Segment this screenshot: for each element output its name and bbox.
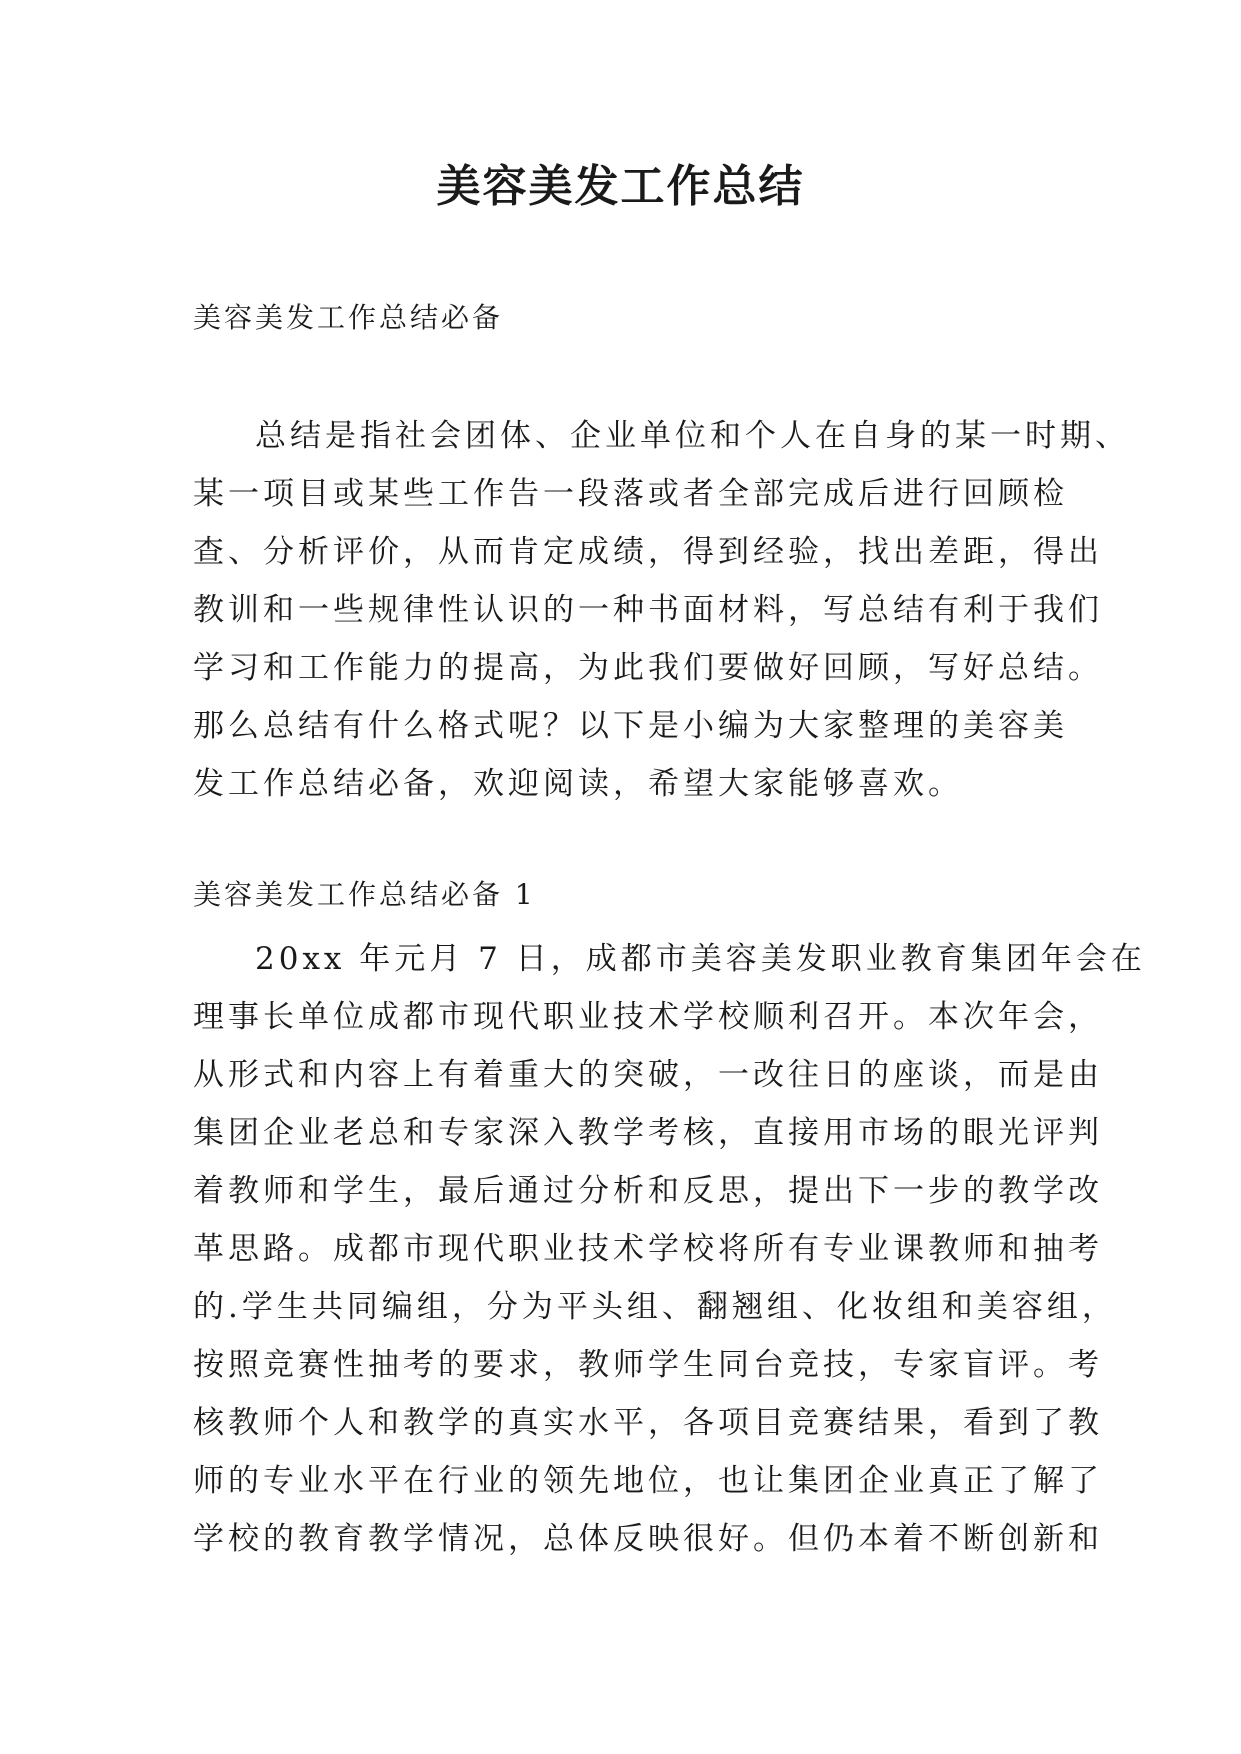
paragraph-line: 从形式和内容上有着重大的突破，一改往日的座谈，而是由 [193, 1057, 1103, 1093]
paragraph-line: 那么总结有什么格式呢？以下是小编为大家整理的美容美 [193, 708, 1068, 744]
paragraph-line: 理事长单位成都市现代职业技术学校顺利召开。本次年会， [193, 999, 1103, 1035]
paragraph-line: 按照竞赛性抽考的要求，教师学生同台竞技，专家盲评。考 [193, 1347, 1103, 1383]
intro-paragraph [193, 407, 1130, 813]
paragraph-line: 师的专业水平在行业的领先地位，也让集团企业真正了解了 [193, 1463, 1103, 1499]
paragraph-line: 着教师和学生，最后通过分析和反思，提出下一步的教学改 [193, 1173, 1103, 1209]
paragraph-line: 学校的教育教学情况，总体反映很好。但仍本着不断创新和 [193, 1521, 1103, 1557]
section-subheading: 美容美发工作总结必备 [193, 301, 504, 334]
paragraph-line: 学习和工作能力的提高，为此我们要做好回顾，写好总结。 [193, 650, 1103, 686]
paragraph-line: 核教师个人和教学的真实水平，各项目竞赛结果，看到了教 [193, 1405, 1103, 1441]
paragraph-line: 总结是指社会团体、企业单位和个人在自身的某一时期、 [255, 418, 1130, 454]
paragraph-line: 的.学生共同编组，分为平头组、翻翘组、化妆组和美容组， [193, 1289, 1117, 1325]
paragraph-line: 革思路。成都市现代职业技术学校将所有专业课教师和抽考 [193, 1231, 1103, 1267]
section-subheading: 美容美发工作总结必备 1 [193, 878, 536, 911]
paragraph-line: 某一项目或某些工作告一段落或者全部完成后进行回顾检 [193, 476, 1068, 512]
paragraph-line: 发工作总结必备，欢迎阅读，希望大家能够喜欢。 [193, 766, 963, 802]
paragraph-line: 20xx 年元月 7 日，成都市美容美发职业教育集团年会在 [255, 941, 1146, 977]
document-title: 美容美发工作总结 [436, 161, 805, 212]
paragraph-line: 集团企业老总和专家深入教学考核，直接用市场的眼光评判 [193, 1115, 1103, 1151]
paragraph-line: 教训和一些规律性认识的一种书面材料，写总结有利于我们 [193, 592, 1103, 628]
body-paragraph [193, 930, 1146, 1568]
paragraph-line: 查、分析评价，从而肯定成绩，得到经验，找出差距，得出 [193, 534, 1103, 570]
